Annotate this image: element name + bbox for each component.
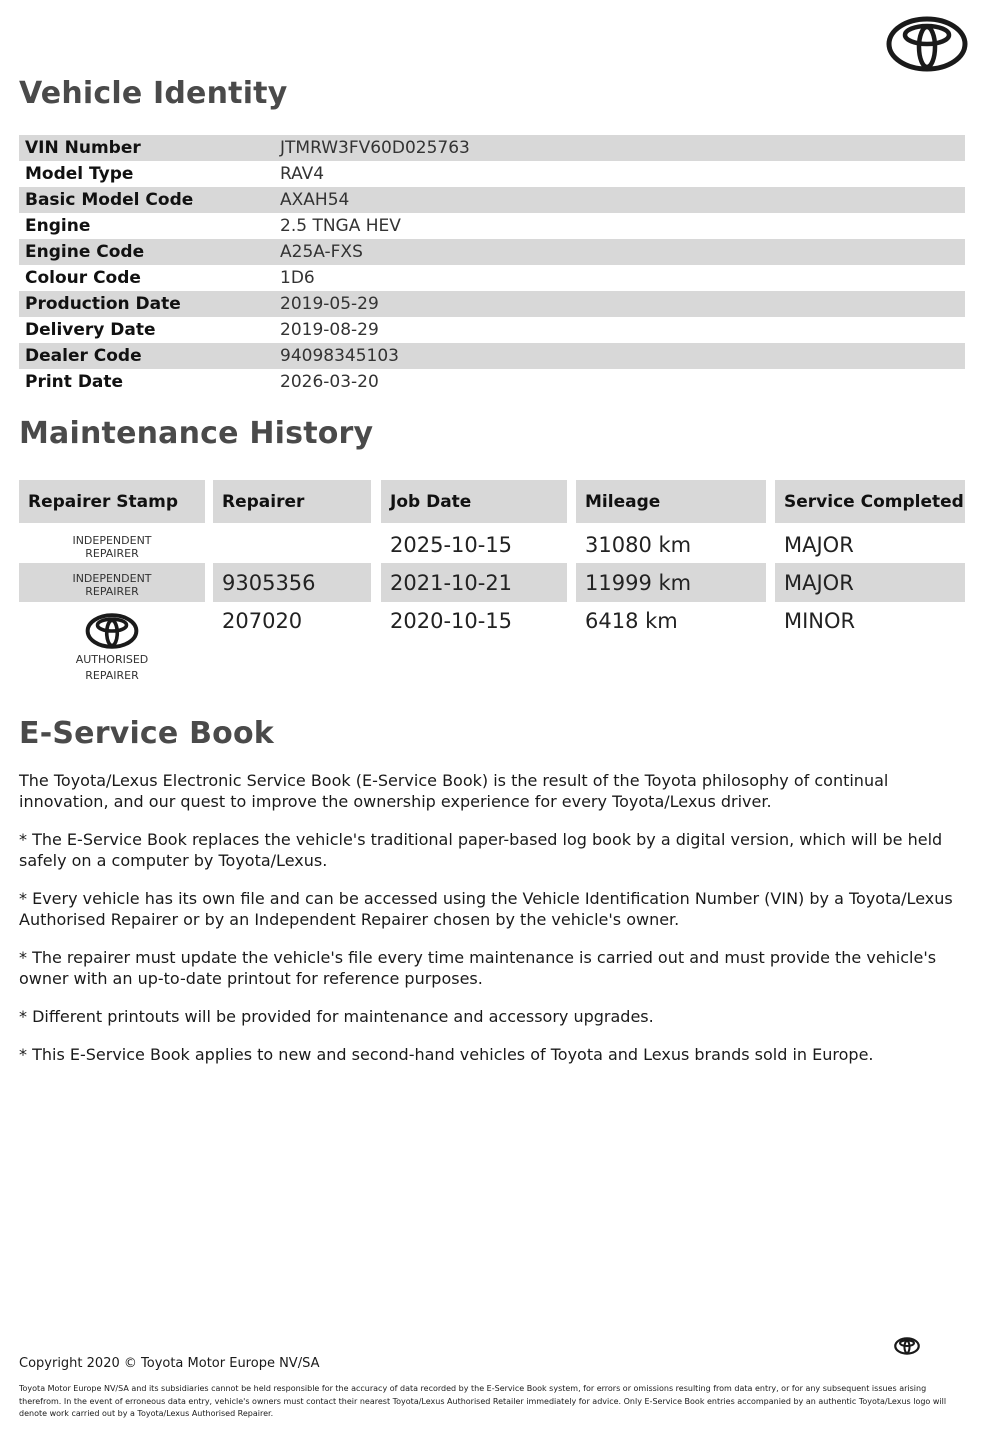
header-service-completed: Service Completed	[775, 480, 965, 523]
dealer-code-row	[19, 343, 965, 369]
id-value: RAV4	[280, 164, 325, 184]
model-type-row	[19, 161, 965, 187]
stamp-line: AUTHORISED	[75, 653, 149, 666]
paragraph: * Every vehicle has its own file and can be accessed using the Vehicle Identification Number (VIN) by a Toyota/Lexus Authorised Repairer or by an Independent Repairer chosen by the vehicle's owner.	[19, 889, 953, 929]
header-job-date: Job Date	[381, 480, 567, 523]
job-date-cell: 2020-10-15	[390, 609, 513, 633]
delivery-date-row	[19, 317, 965, 343]
repairer-cell: 207020	[222, 609, 303, 633]
job-date-cell: 2025-10-15	[390, 533, 513, 557]
id-value: A25A-FXS	[280, 242, 363, 262]
repairer-cell: 9305356	[222, 571, 316, 595]
paragraph: * The E-Service Book replaces the vehicle's traditional paper-based log book by a digital version, which will be held safely on a computer by Toyota/Lexus.	[19, 830, 943, 870]
paragraph: * This E-Service Book applies to new and second-hand vehicles of Toyota and Lexus brands sold in Europe.	[19, 1045, 874, 1064]
mileage-cell: 31080 km	[585, 533, 692, 557]
id-label: Engine	[25, 216, 91, 236]
service-cell: MAJOR	[784, 533, 854, 557]
id-value: 2019-08-29	[280, 320, 379, 340]
id-value: AXAH54	[280, 190, 350, 210]
id-label: Production Date	[25, 294, 181, 314]
id-label: Colour Code	[25, 268, 141, 288]
id-value: JTMRW3FV60D025763	[280, 138, 470, 158]
production-date-row	[19, 291, 965, 317]
copyright-text: Copyright 2020 © Toyota Motor Europe NV/SA	[19, 1356, 320, 1371]
id-value: 94098345103	[280, 346, 399, 366]
disclaimer-text: Toyota Motor Europe NV/SA and its subsidiaries cannot be held responsible for the accuracy of data recorded by the E-Service Book system, for errors or omissions resulting from data entry, or for any subsequent issues arising therefrom. In the event of erroneous data entry, vehicle's owners must contact their nearest Toyota/Lexus Authorised Retailer immediately for advice. Only E-Service Book entries accompanied by an authentic Toyota/Lexus logo will denote work carried out by a Toyota/Lexus Authorised Repairer.	[19, 1384, 947, 1418]
toyota-logo-icon	[886, 16, 968, 72]
id-value: 2026-03-20	[280, 372, 379, 392]
stamp-line: REPAIRER	[85, 547, 139, 560]
mileage-cell: 6418 km	[585, 609, 678, 633]
id-label: Dealer Code	[25, 346, 142, 366]
vehicle-identity-table	[19, 135, 965, 395]
header-repairer: Repairer	[213, 480, 371, 523]
stamp-line: REPAIRER	[85, 585, 139, 598]
print-date-row	[19, 369, 965, 395]
toyota-logo-icon	[85, 612, 139, 650]
engine-code-row	[19, 239, 965, 265]
job-date-cell: 2021-10-21	[390, 571, 513, 595]
basic-model-code-row	[19, 187, 965, 213]
service-cell: MAJOR	[784, 571, 854, 595]
mileage-cell: 11999 km	[585, 571, 692, 595]
service-cell: MINOR	[784, 609, 856, 633]
e-service-book-title: E-Service Book	[19, 716, 274, 751]
id-label: Print Date	[25, 372, 124, 392]
id-value: 1D6	[280, 268, 315, 288]
id-label: VIN Number	[25, 138, 141, 158]
stamp-line: INDEPENDENT	[72, 572, 152, 585]
stamp-line: INDEPENDENT	[72, 534, 152, 547]
authorised-repairer-stamp	[19, 612, 205, 684]
id-value: 2.5 TNGA HEV	[280, 216, 401, 236]
independent-repairer-stamp	[19, 534, 205, 560]
engine-row	[19, 213, 965, 239]
stamp-line: REPAIRER	[85, 669, 139, 682]
colour-code-row	[19, 265, 965, 291]
id-label: Model Type	[25, 164, 134, 184]
vehicle-identity-title: Vehicle Identity	[19, 76, 288, 111]
vin-row	[19, 135, 965, 161]
id-label: Basic Model Code	[25, 190, 194, 210]
header-mileage: Mileage	[576, 480, 766, 523]
paragraph: * The repairer must update the vehicle's file every time maintenance is carried out and must provide the vehicle's owner with an up-to-date printout for reference purposes.	[19, 948, 937, 988]
toyota-logo-icon	[894, 1337, 920, 1355]
paragraph: The Toyota/Lexus Electronic Service Book (E-Service Book) is the result of the Toyota philosophy of continual innovation, and our quest to improve the ownership experience for every Toyota/Lexus driver.	[19, 771, 889, 811]
independent-repairer-stamp	[19, 572, 205, 598]
id-label: Delivery Date	[25, 320, 156, 340]
id-label: Engine Code	[25, 242, 145, 262]
maintenance-history-title: Maintenance History	[19, 416, 374, 451]
e-service-book-body	[19, 770, 967, 1082]
id-value: 2019-05-29	[280, 294, 379, 314]
paragraph: * Different printouts will be provided for maintenance and accessory upgrades.	[19, 1007, 654, 1026]
header-repairer-stamp: Repairer Stamp	[19, 480, 205, 523]
